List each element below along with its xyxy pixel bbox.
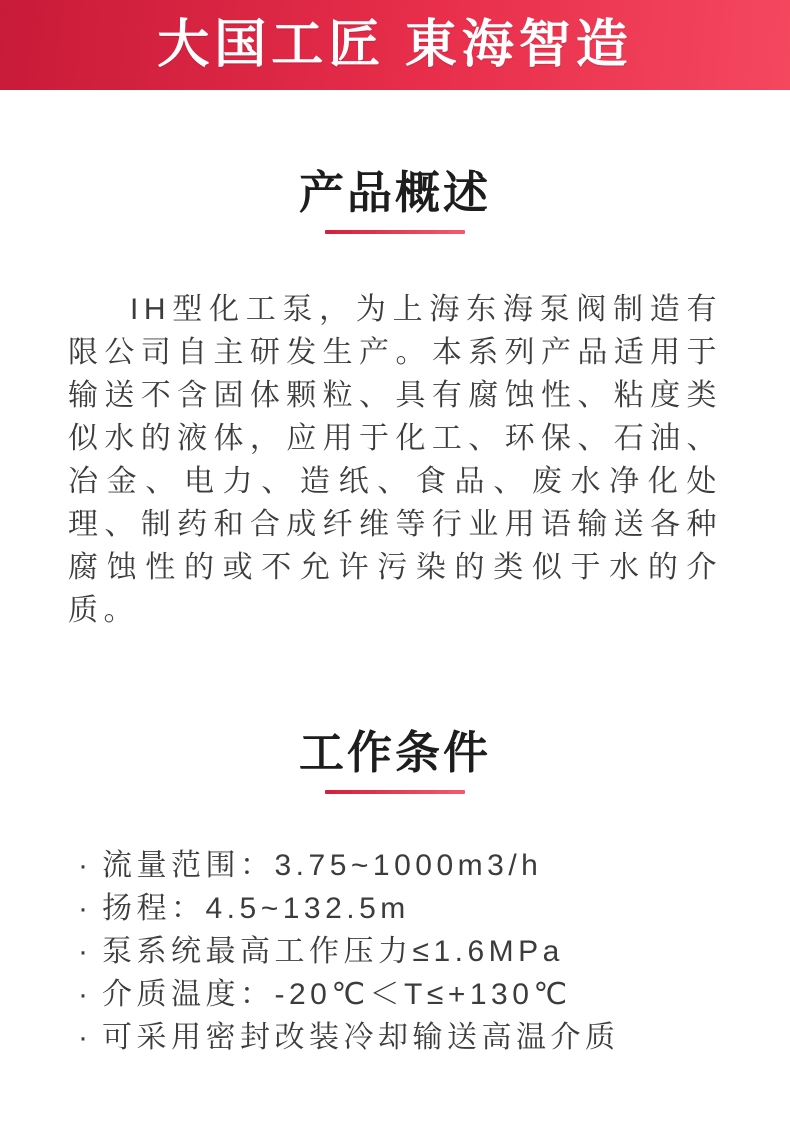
brand-banner (0, 0, 790, 90)
spec-list (0, 844, 790, 1119)
bullet-dot-icon: · (78, 1021, 93, 1054)
overview-section (0, 167, 790, 632)
bullet-dot-icon: · (78, 935, 93, 968)
spec-item-text: 扬程：4.5~132.5m (102, 892, 410, 925)
spec-item-head (78, 887, 750, 930)
spec-item-text: 可采用密封改装冷却输送高温介质 (102, 1021, 620, 1054)
bullet-dot-icon: · (78, 892, 93, 925)
spec-item-flow-range (78, 844, 750, 887)
bullet-dot-icon: · (78, 978, 93, 1011)
spec-item-seal-cooling (78, 1016, 750, 1059)
overview-title-underline (325, 230, 465, 234)
spec-item-max-pressure (78, 930, 750, 973)
spec-item-text: 泵系统最高工作压力≤1.6MPa (102, 935, 564, 968)
overview-section-title: 产品概述 (298, 167, 491, 218)
working-conditions-title-underline (325, 790, 465, 794)
spec-item-text: 介质温度：-20℃＜T≤+130℃ (102, 978, 572, 1011)
brand-banner-title: 大国工匠 東海智造 (157, 16, 633, 74)
working-conditions-title: 工作条件 (298, 727, 491, 778)
overview-paragraph: IH型化工泵，为上海东海泵阀制造有限公司自主研发生产。本系列产品适用于输送不含固体颗粒、具有腐蚀性、粘度类似水的液体，应用于化工、环保、石油、冶金、电力、造纸、食品、废水净化处理、制药和合成纤维等行业用语输送各种腐蚀性的或不允许污染的类似于水的介质。 (68, 293, 722, 627)
spec-item-medium-temperature (78, 973, 750, 1016)
spec-item-text: 流量范围：3.75~1000m3/h (102, 849, 543, 882)
bullet-dot-icon: · (78, 849, 93, 882)
working-conditions-section (0, 727, 790, 1119)
